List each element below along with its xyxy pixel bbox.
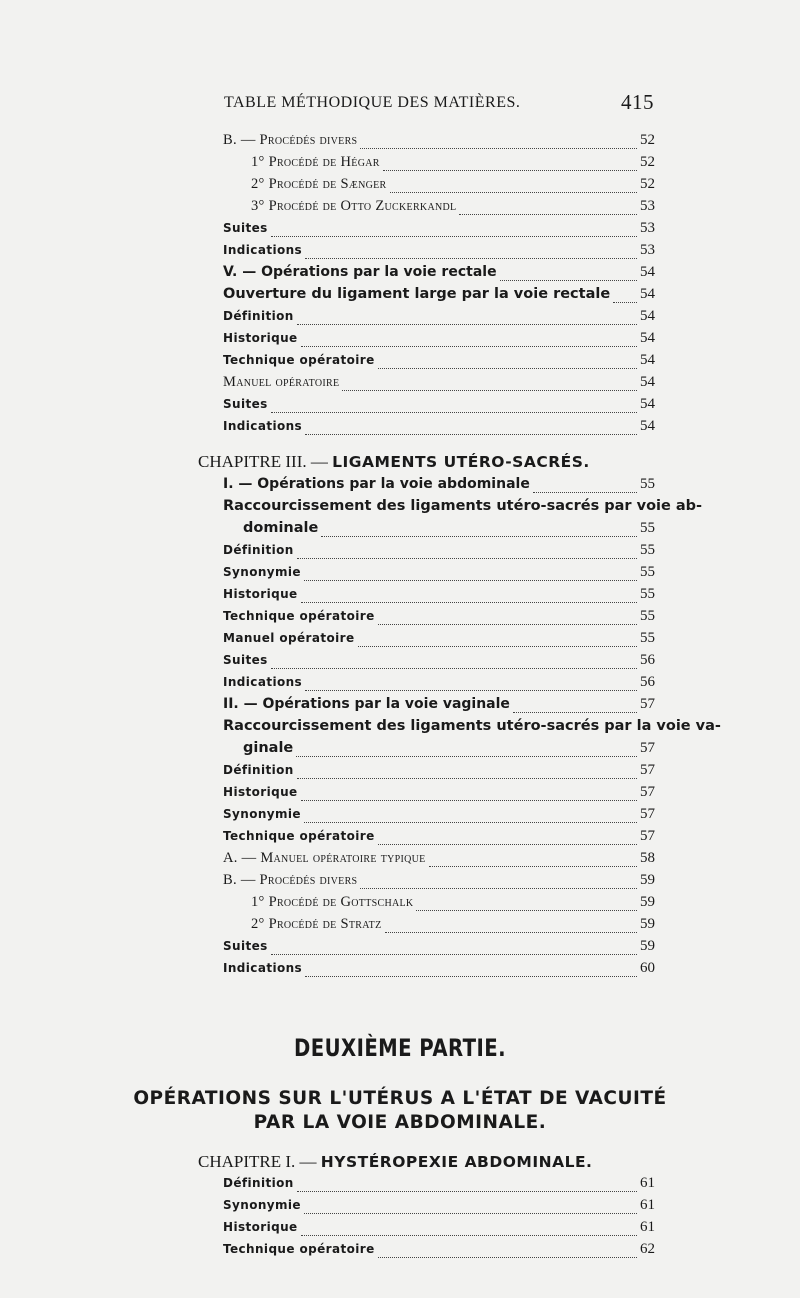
toc-label: 1° Procédé de Gottschalk — [251, 894, 414, 910]
toc-page: 54 — [640, 374, 655, 390]
toc-page: 60 — [640, 960, 655, 976]
toc-page: 61 — [640, 1219, 655, 1235]
toc-page: 57 — [640, 828, 655, 844]
toc-entry — [223, 220, 655, 242]
toc-label: Définition — [223, 763, 294, 777]
toc-page: 55 — [640, 630, 655, 646]
running-header — [224, 90, 654, 114]
header-title: TABLE MÉTHODIQUE DES MATIÈRES. — [224, 94, 521, 111]
toc-entry — [223, 498, 703, 520]
toc-entry — [223, 418, 655, 440]
toc-entry — [223, 652, 655, 674]
toc-entry — [251, 198, 655, 220]
toc-label: 1° Procédé de Hégar — [251, 154, 380, 170]
toc-entry — [223, 960, 655, 982]
part-subtitle-wrap-2 — [0, 1112, 800, 1133]
toc-page: 54 — [640, 396, 655, 412]
toc-entry — [223, 586, 655, 608]
header-page-number: 415 — [621, 90, 654, 114]
toc-entry — [243, 520, 655, 542]
toc-page: 54 — [640, 308, 655, 324]
toc-entry — [223, 542, 655, 564]
toc-entry — [223, 264, 655, 286]
toc-entry — [251, 894, 655, 916]
toc-label: V. — Opérations par la voie rectale — [223, 264, 497, 280]
toc-page: 55 — [640, 586, 655, 602]
toc-entry — [223, 850, 655, 872]
toc-entry — [223, 938, 655, 960]
toc-page: 55 — [640, 608, 655, 624]
toc-label: 3° Procédé de Otto Zuckerkandl — [251, 198, 457, 214]
toc-page: 61 — [640, 1175, 655, 1191]
toc-label: A. — Manuel opératoire typique — [223, 850, 426, 866]
toc-page: 53 — [640, 242, 655, 258]
part-subtitle-wrap — [0, 1088, 800, 1109]
toc-label: Définition — [223, 309, 294, 323]
toc-entry — [251, 154, 655, 176]
toc-entry — [223, 132, 655, 154]
toc-entry — [223, 1197, 655, 1219]
toc-page: 53 — [640, 220, 655, 236]
toc-page: 54 — [640, 286, 655, 302]
toc-page: 57 — [640, 696, 655, 712]
toc-entry — [223, 1241, 655, 1263]
toc-entry — [223, 674, 655, 696]
toc-entry — [223, 308, 655, 330]
toc-page: 58 — [640, 850, 655, 866]
toc-label: Synonymie — [223, 807, 301, 821]
toc-label: Synonymie — [223, 1198, 301, 1212]
toc-label: 2° Procédé de Stratz — [251, 916, 382, 932]
toc-label: Définition — [223, 1176, 294, 1190]
toc-entry — [223, 374, 655, 396]
toc-label: Technique opératoire — [223, 353, 375, 367]
toc-entry — [223, 784, 655, 806]
toc-page: 54 — [640, 330, 655, 346]
toc-entry — [223, 352, 655, 374]
toc-label: 2° Procédé de Sænger — [251, 176, 387, 192]
toc-entry — [223, 330, 655, 352]
toc-entry — [243, 740, 655, 762]
part-title: DEUXIÈME PARTIE. — [294, 1034, 506, 1062]
toc-label: Synonymie — [223, 565, 301, 579]
toc-page: 55 — [640, 476, 655, 492]
toc-label: Indications — [223, 675, 303, 689]
toc-page: 59 — [640, 872, 655, 888]
toc-label: B. — Procédés divers — [223, 872, 358, 888]
toc-entry — [223, 872, 655, 894]
toc-label: Indications — [223, 419, 303, 433]
toc-label: Suites — [223, 397, 268, 411]
part-subtitle-1: OPÉRATIONS SUR L'UTÉRUS A L'ÉTAT DE VACUITÉ — [133, 1088, 667, 1109]
chapter-prefix: CHAPITRE III. — — [198, 452, 333, 471]
toc-page: 53 — [640, 198, 655, 214]
part-title-wrap — [0, 1034, 800, 1062]
toc-entry — [223, 242, 655, 264]
toc-label: B. — Procédés divers — [223, 132, 358, 148]
toc-label: Technique opératoire — [223, 829, 375, 843]
toc-label: Historique — [223, 785, 298, 799]
toc-label: I. — Opérations par la voie abdominale — [223, 476, 530, 492]
toc-label: Raccourcissement des ligaments utéro-sacrés par voie ab- — [223, 498, 703, 514]
toc-page: 54 — [640, 418, 655, 434]
toc-entry — [223, 564, 655, 586]
toc-label: Suites — [223, 939, 268, 953]
toc-entry — [223, 828, 655, 850]
toc-page: 59 — [640, 938, 655, 954]
toc-page: 57 — [640, 784, 655, 800]
chapter-title: LIGAMENTS UTÉRO-SACRÉS. — [332, 453, 590, 471]
toc-entry — [223, 718, 721, 740]
toc-page: 62 — [640, 1241, 655, 1257]
toc-entry — [223, 630, 655, 652]
toc-label: Historique — [223, 1220, 298, 1234]
toc-entry — [223, 608, 655, 630]
toc-label: Historique — [223, 331, 298, 345]
toc-label: Suites — [223, 653, 268, 667]
toc-page: 52 — [640, 132, 655, 148]
toc-label: Indications — [223, 961, 303, 975]
toc-label: dominale — [243, 520, 319, 536]
toc-entry — [251, 916, 655, 938]
toc-page: 54 — [640, 264, 655, 280]
toc-label: ginale — [243, 740, 294, 756]
toc-page: 57 — [640, 740, 655, 756]
toc-entry — [223, 1175, 655, 1197]
toc-entry — [223, 286, 655, 308]
toc-label: Manuel opératoire — [223, 631, 355, 645]
toc-page: 61 — [640, 1197, 655, 1213]
toc-page: 55 — [640, 542, 655, 558]
toc-page: 59 — [640, 916, 655, 932]
toc-entry — [251, 176, 655, 198]
toc-label: Manuel opératoire — [223, 374, 340, 390]
toc-page: 55 — [640, 520, 655, 536]
part-subtitle-2: PAR LA VOIE ABDOMINALE. — [253, 1112, 547, 1133]
chapter-heading — [198, 1152, 592, 1172]
toc-page: 56 — [640, 652, 655, 668]
toc-label: Historique — [223, 587, 298, 601]
toc-label: Technique opératoire — [223, 609, 375, 623]
chapter-heading — [198, 452, 590, 472]
toc-page: 59 — [640, 894, 655, 910]
toc-page: 57 — [640, 762, 655, 778]
toc-entry — [223, 696, 655, 718]
toc-entry — [223, 1219, 655, 1241]
toc-page: 54 — [640, 352, 655, 368]
toc-label: Raccourcissement des ligaments utéro-sacrés par la voie va- — [223, 718, 721, 734]
toc-page: 52 — [640, 176, 655, 192]
toc-label: Ouverture du ligament large par la voie rectale — [223, 286, 611, 302]
toc-entry — [223, 476, 655, 498]
chapter-title: HYSTÉROPEXIE ABDOMINALE. — [320, 1153, 593, 1171]
toc-label: Indications — [223, 243, 303, 257]
toc-page: 52 — [640, 154, 655, 170]
toc-entry — [223, 762, 655, 784]
toc-label: Suites — [223, 221, 268, 235]
toc-label: II. — Opérations par la voie vaginale — [223, 696, 510, 712]
toc-label: Définition — [223, 543, 294, 557]
toc-label: Technique opératoire — [223, 1242, 375, 1256]
toc-page: 55 — [640, 564, 655, 580]
toc-page: 56 — [640, 674, 655, 690]
chapter-prefix: CHAPITRE I. — — [198, 1152, 321, 1171]
toc-entry — [223, 396, 655, 418]
toc-entry — [223, 806, 655, 828]
toc-page: 57 — [640, 806, 655, 822]
